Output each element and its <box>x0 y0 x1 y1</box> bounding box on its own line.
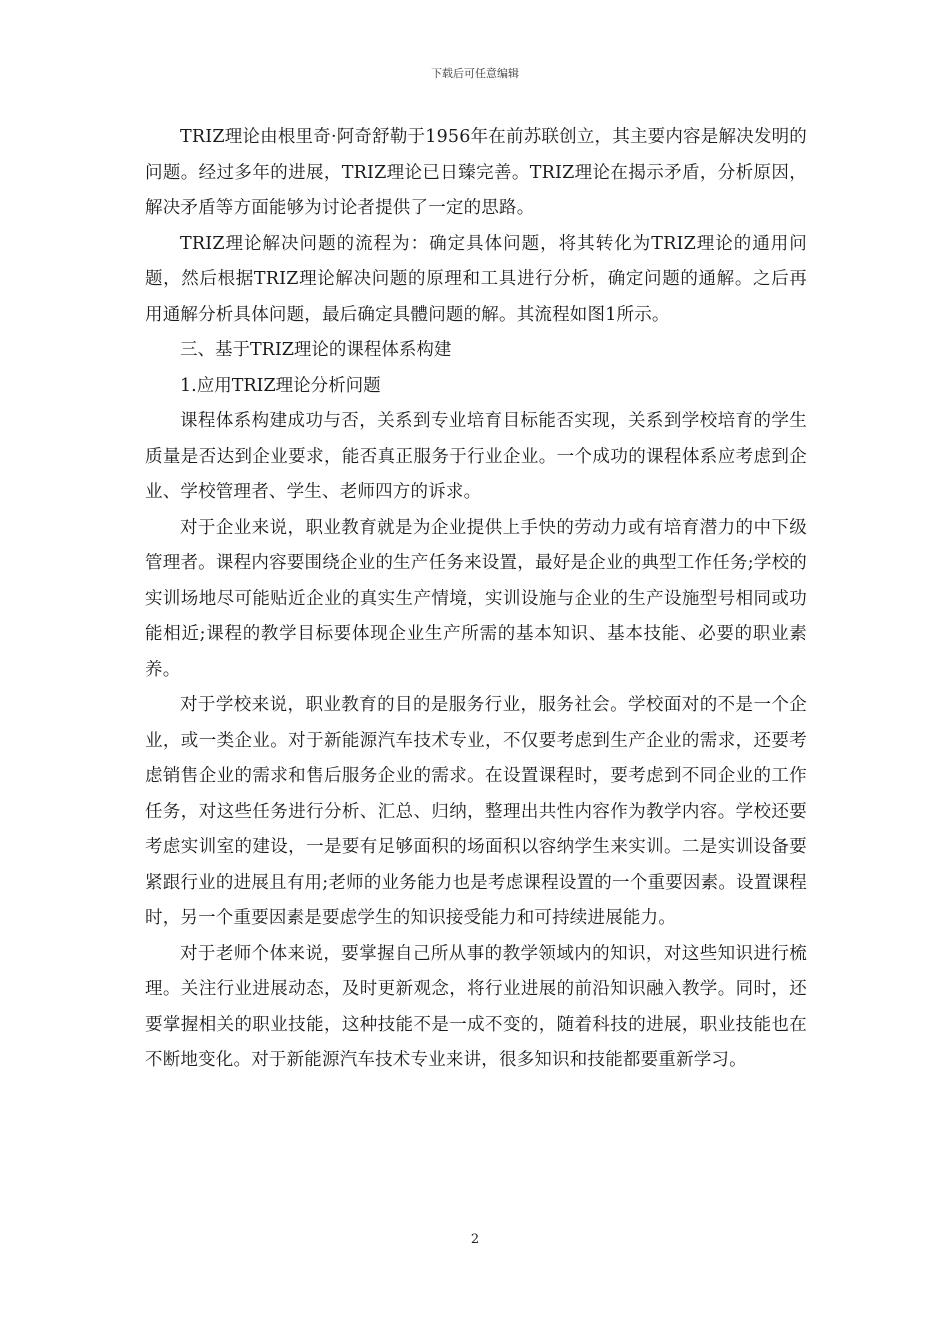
subsection-heading: 1.应用TRIZ理论分析问题 <box>180 375 381 396</box>
paragraph-triz-process: TRIZ理论解决问题的流程为：确定具体问题，将其转化为TRIZ理论的通用问题，然后根据TRIZ理论解决问题的原理和工具进行分析，确定问题的通解。之后再用通解分析具体问题，最后确定具體问题的解。其流程如图1所示。 <box>145 233 807 325</box>
paragraph-curriculum-system: 课程体系构建成功与否，关系到专业培育目标能否实现，关系到学校培育的学生质量是否达到企业要求，能否真正服务于行业企业。一个成功的课程体系应考虑到企业、学校管理者、学生、老师四方的诉求。 <box>145 411 807 502</box>
page-number: 2 <box>470 1232 480 1247</box>
paragraph-school: 对于学校来说，职业教育的目的是服务行业，服务社会。学校面对的不是一个企业，或一类企业。对于新能源汽车技术专业，不仅要考虑到生产企业的需求，还要考虑销售企业的需求和售后服务企业的需求。在设置课程时，要考虑到不同企业的工作任务，对这些任务进行分析、汇总、归纳，整理出共性内容作为教学内容。学校还要考虑实训室的建设，一是要有足够面积的场面积以容纳学生来实训。二是实训设备要紧跟行业的进展且有用;老师的业务能力也是考虑课程设置的一个重要因素。设置课程时，另一个重要因素是要虑学生的知识接受能力和可持续进展能力。 <box>145 695 807 928</box>
section-heading: 三、基于TRIZ理论的课程体系构建 <box>180 340 452 360</box>
paragraph-teacher: 对于老师个体来说，要掌握自己所从事的教学领域内的知识，对这些知识进行梳理。关注行业进展动态，及时更新观念，将行业进展的前沿知识融入教学。同时，还要掌握相关的职业技能，这种技能不是一成不变的，随着科技的进展，职业技能也在不断地变化。对于新能源汽车技术专业来讲，很多知识和技能都要重新学习。 <box>145 943 807 1070</box>
document-body <box>145 120 807 1079</box>
page-header: 下载后可任意编辑 <box>431 67 519 80</box>
paragraph-enterprise: 对于企业来说，职业教育就是为企业提供上手快的劳动力或有培育潜力的中下级管理者。课程内容要围绕企业的生产任务来设置，最好是企业的典型工作任务;学校的实训场地尽可能贴近企业的真实生产情境，实训设施与企业的生产设施型号相同或功能相近;课程的教学目标要体现企业生产所需的基本知识、基本技能、必要的职业素养。 <box>145 517 807 680</box>
paragraph-triz-origin: TRIZ理论由根里奇·阿奇舒勒于1956年在前苏联创立，其主要内容是解决发明的问题。经过多年的进展，TRIZ理论已日臻完善。TRIZ理论在揭示矛盾，分析原因，解决矛盾等方面能够为讨论者提供了一定的思路。 <box>145 127 807 218</box>
